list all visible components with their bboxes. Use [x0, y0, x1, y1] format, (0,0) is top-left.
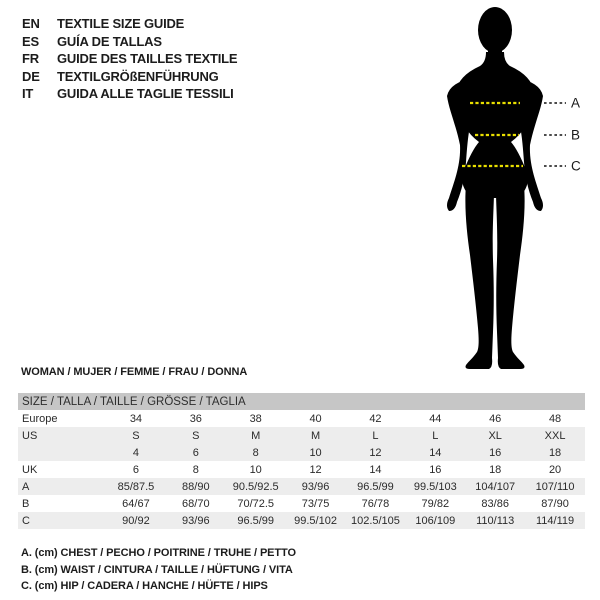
size-cell: 4 [132, 446, 139, 459]
size-cell: 114/119 [535, 514, 575, 527]
size-cell: 106/109 [415, 514, 456, 527]
language-title-block [22, 15, 237, 103]
size-cell: S [132, 429, 140, 442]
lang-label: TEXTILGRÖßENFÜHRUNG [57, 68, 219, 84]
size-cell: 6 [132, 463, 139, 476]
size-cell: 34 [129, 412, 143, 425]
title-row-de [22, 68, 237, 86]
size-table [18, 393, 585, 529]
size-cell: 70/72.5 [237, 497, 275, 510]
row-label [18, 444, 106, 461]
size-cell: XL [488, 429, 502, 442]
size-cell: 99.5/102 [294, 514, 337, 527]
size-cell: 64/67 [122, 497, 150, 510]
measure-label-b: B [571, 127, 581, 143]
woman-silhouette [422, 0, 592, 372]
size-cell: 102.5/105 [350, 514, 400, 527]
silhouette-right-leg [496, 170, 525, 369]
size-cell: 76/78 [361, 497, 390, 510]
size-cell: 38 [249, 412, 262, 425]
lang-label: GUÍA DE TALLAS [57, 33, 162, 49]
size-cell: 36 [189, 412, 202, 425]
size-cell: 8 [252, 446, 259, 459]
measure-label-a: A [571, 95, 581, 111]
measure-label-c: C [571, 158, 581, 174]
size-cell: 42 [369, 412, 382, 425]
size-cell: 85/87.5 [117, 480, 155, 493]
size-cell: 14 [369, 463, 382, 476]
title-row-es [22, 33, 237, 51]
table-row-us-letters [18, 427, 585, 444]
title-row-en [22, 15, 237, 33]
size-cell: 12 [309, 463, 322, 476]
size-cell: 107/110 [535, 480, 575, 493]
size-cell: 16 [489, 446, 502, 459]
size-cell: 10 [309, 446, 322, 459]
table-row-waist [18, 495, 585, 512]
table-header-row [18, 393, 585, 410]
size-cell: 44 [429, 412, 442, 425]
size-cell: 68/70 [182, 497, 210, 510]
title-row-fr [22, 50, 237, 68]
size-cell: 16 [429, 463, 442, 476]
table-row-europe [18, 410, 585, 427]
size-cell: 46 [489, 412, 502, 425]
legend-line-chest: A. (cm) CHEST / PECHO / POITRINE / TRUHE / PETTO [21, 547, 296, 559]
row-label: A [22, 480, 30, 493]
size-cell: 99.5/103 [413, 480, 457, 493]
size-cell: 90/92 [122, 514, 150, 527]
size-cell: 96.5/99 [357, 480, 394, 493]
size-cell: 6 [192, 446, 199, 459]
size-cell: L [372, 429, 379, 442]
size-cell: 110/113 [476, 514, 515, 527]
size-cell: 12 [369, 446, 382, 459]
legend-line-hip: C. (cm) HIP / CADERA / HANCHE / HÜFTE / HIPS [21, 580, 268, 592]
size-cell: 104/107 [475, 480, 516, 493]
row-label: Europe [22, 412, 58, 425]
lang-code: IT [22, 86, 34, 101]
lang-label: GUIDE DES TAILLES TEXTILE [57, 51, 238, 66]
size-cell: 20 [548, 463, 562, 476]
table-row-hip [18, 512, 585, 529]
size-cell: L [432, 429, 439, 442]
size-cell: 90.5/92.5 [232, 480, 279, 493]
size-cell: 18 [548, 446, 562, 459]
section-title: WOMAN / MUJER / FEMME / FRAU / DONNA [21, 366, 248, 378]
size-cell: S [192, 429, 200, 442]
size-cell: 8 [192, 463, 199, 476]
row-label: C [22, 514, 30, 527]
lang-code: FR [22, 51, 39, 66]
size-cell: 14 [429, 446, 442, 459]
lang-code: ES [22, 33, 39, 49]
title-row-it [22, 85, 237, 103]
row-label: UK [22, 463, 38, 476]
table-row-chest [18, 478, 585, 495]
silhouette-left-leg [465, 170, 494, 369]
lang-code: EN [22, 16, 40, 31]
lang-code: DE [22, 68, 40, 84]
size-cell: 73/75 [301, 497, 330, 510]
size-cell: 18 [489, 463, 502, 476]
size-cell: 83/86 [481, 497, 509, 510]
table-row-uk [18, 461, 585, 478]
lang-label: GUIDA ALLE TAGLIE TESSILI [57, 86, 234, 101]
size-cell: 93/96 [182, 514, 210, 527]
table-header-bar: SIZE / TALLA / TAILLE / GRÖSSE / TAGLIA [18, 393, 585, 410]
size-cell: 96.5/99 [237, 514, 275, 527]
legend-line-waist: B. (cm) WAIST / CINTURA / TAILLE / HÜFTUNG / VITA [21, 563, 293, 576]
size-cell: 10 [249, 463, 262, 476]
table-row-us-numbers [18, 444, 585, 461]
size-cell: XXL [544, 429, 566, 442]
size-cell: 93/96 [301, 480, 330, 493]
size-cell: M [251, 429, 261, 442]
size-cell: 87/90 [541, 497, 569, 510]
row-label: B [22, 497, 30, 510]
size-cell: 48 [548, 412, 562, 425]
measurement-legend [21, 545, 296, 595]
size-cell: M [310, 429, 321, 442]
lang-label: TEXTILE SIZE GUIDE [57, 16, 185, 31]
size-cell: 40 [309, 412, 322, 425]
size-cell: 88/90 [182, 480, 210, 493]
row-label: US [22, 429, 38, 442]
size-cell: 79/82 [421, 497, 450, 510]
